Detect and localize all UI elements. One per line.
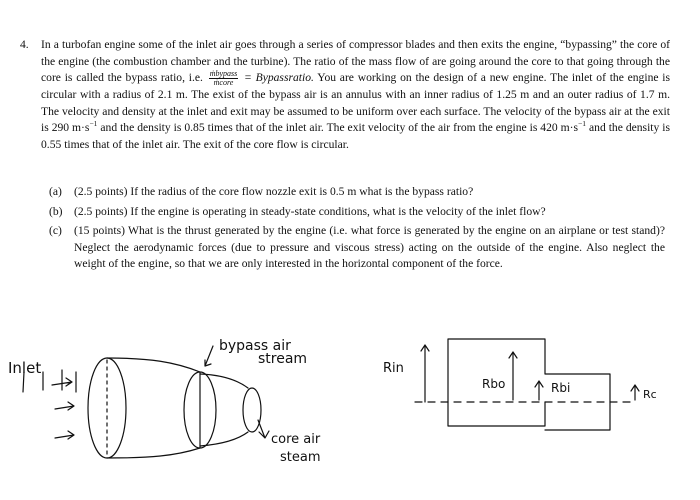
fraction-denominator: ṁcore [213, 78, 234, 87]
inlet-label: Inlet [8, 359, 42, 377]
question-label: (c) [49, 224, 62, 237]
r-in-label: Rin [383, 361, 404, 376]
core-arrow [258, 420, 269, 438]
r-bi-label: Rbi [551, 381, 571, 395]
problem-text-intro: In a turbofan engine some of the inlet air goes through a series of compressor blades and then exits the engine, “bypassing” the core of the engine (the combustion chamber and the turbine). The ratio of the mass flow of are going around the core to that going through the core is called the bypass ratio, i.e. [41, 38, 670, 85]
question-text: (15 points) What is the thrust generated by the engine (i.e. what force is generated by the engine on an airplane or test stand)? Neglect the aerodynamic forces (due to pressure and viscous stress) acting on the outside of the engine. Also neglect the weight of the engine, so that we are only interested in the horizontal component of the force. [74, 224, 665, 270]
problem-number: 4. [20, 38, 29, 51]
bypass-label-line2: stream [258, 351, 308, 367]
nacelle-outline [88, 358, 261, 458]
bypass-arrow [205, 346, 213, 366]
r-c-arrow [631, 385, 639, 400]
bypass-label: bypass air [219, 338, 291, 354]
core-step [545, 402, 610, 430]
r-in-arrow [421, 345, 429, 402]
r-bi-arrow [535, 381, 543, 400]
core-profile [448, 402, 545, 426]
r-bo-arrow [509, 352, 517, 400]
problem-text-exit: and the density is 0.55 times that of the inlet air. The exit of the core flow is circular. [41, 121, 671, 151]
unit-exponent-2: −1 [578, 119, 587, 129]
r-c-label: Rc [643, 388, 657, 401]
question-text: (2.5 points) If the engine is operating in steady-state conditions, what is the velocity of the inlet flow? [74, 204, 546, 218]
core-air-label-line2: steam [280, 450, 321, 465]
problem-text-design: You are working on the design of a new engine. The inlet of the engine is circular with a radius of 2.1 m. The exist of the bypass air is an annulus with an inner radius of 1.25 m and an outer radius of 1.7 m. The velocity and density at the inlet and exit may be assumed to be uniform over each surface. The velocity of the bypass air at the exit is 290 m·s [41, 71, 671, 134]
question-text: (2.5 points) If the radius of the core flow nozzle exit is 0.5 m what is the bypass ratio? [74, 185, 474, 198]
inlet-arrows [52, 378, 74, 439]
question-label: (b) [49, 204, 63, 218]
bypass-ratio-equation: = Bypassratio. [244, 71, 314, 85]
question-label: (a) [49, 185, 62, 198]
fraction-numerator: ṁbypass [209, 69, 238, 78]
problem-text-density: and the density is 0.85 times that of the inlet air. The exit velocity of the air from the engine is 420 m·s [100, 121, 579, 134]
core-air-label: core air [271, 432, 321, 447]
r-bo-label: Rbo [482, 377, 506, 391]
engine-profile [448, 339, 610, 402]
unit-exponent-1: −1 [89, 119, 98, 129]
